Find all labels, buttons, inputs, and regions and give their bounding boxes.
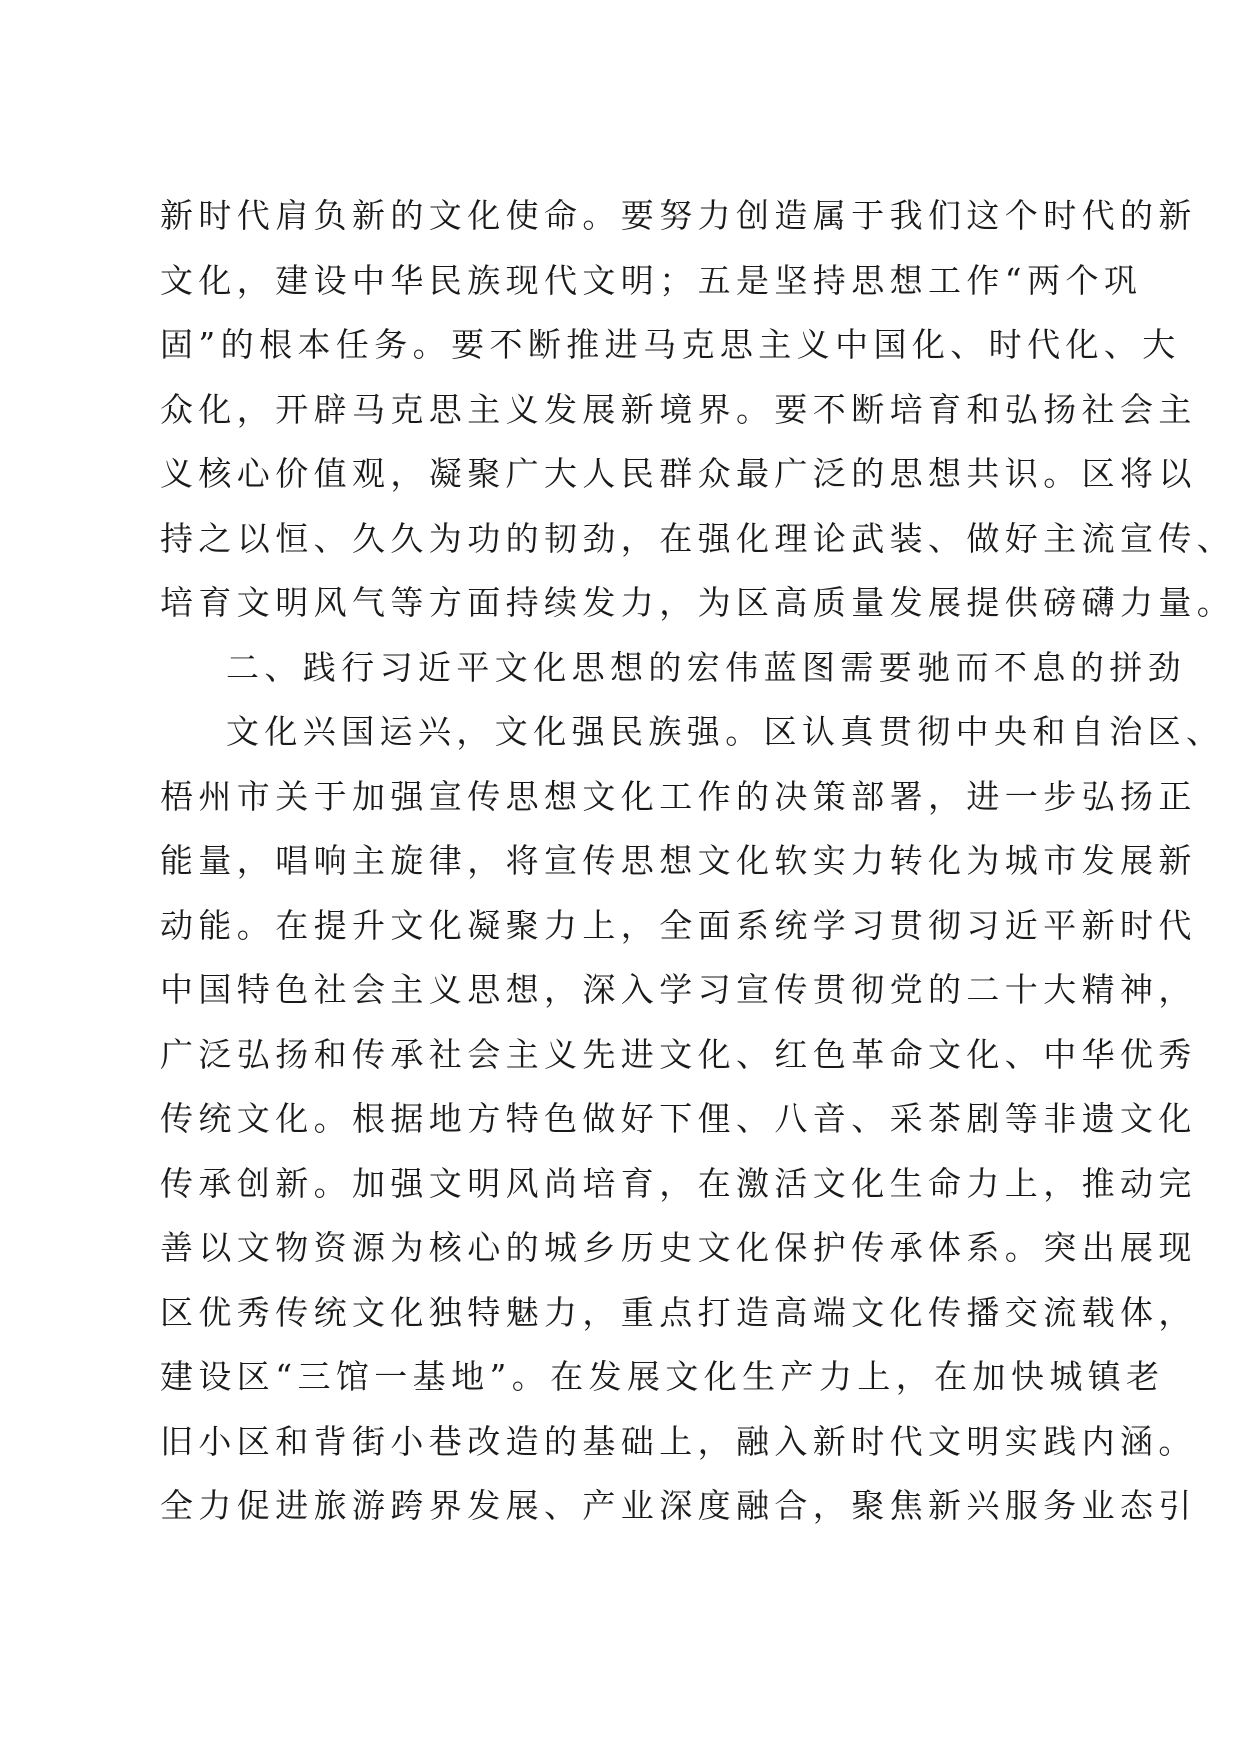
text-line: 旧小区和背街小巷改造的基础上，融入新时代文明实践内涵。: [160, 1421, 1197, 1461]
text-line: 建设区“三馆一基地”。在发展文化生产力上，在加快城镇老: [160, 1357, 1165, 1396]
text-line: 培育文明风气等方面持续发力，为区高质量发展提供磅礴力量。: [160, 583, 1236, 622]
text-line: 文化，建设中华民族现代文明；五是坚持思想工作“两个巩: [160, 260, 1143, 300]
text-line: 义核心价值观，凝聚广大人民群众最广泛的思想共识。区将以: [160, 454, 1197, 493]
text-line: 广泛弘扬和传承社会主义先进文化、红色革命文化、中华优秀: [160, 1034, 1197, 1074]
text-line: 文化兴国运兴，文化强民族强。区认真贯彻中央和自治区、: [226, 712, 1225, 751]
text-line: 持之以恒、久久为功的韧劲，在强化理论武装、做好主流宣传、: [160, 518, 1236, 558]
text-line: 传承创新。加强文明风尚培育，在激活文化生命力上，推动完: [160, 1163, 1197, 1203]
text-line: 传统文化。根据地方特色做好下俚、八音、采茶剧等非遗文化: [160, 1099, 1197, 1138]
text-line: 区优秀传统文化独特魅力，重点打造高端文化传播交流载体，: [160, 1292, 1197, 1332]
text-line: 梧州市关于加强宣传思想文化工作的决策部署，进一步弘扬正: [160, 776, 1197, 816]
text-line: 能量，唱响主旋律，将宣传思想文化软实力转化为城市发展新: [160, 841, 1197, 880]
text-line: 新时代肩负新的文化使命。要努力创造属于我们这个时代的新: [160, 196, 1197, 235]
text-line: 全力促进旅游跨界发展、产业深度融合，聚焦新兴服务业态引: [160, 1486, 1197, 1525]
text-line: 众化，开辟马克思主义发展新境界。要不断培育和弘扬社会主: [160, 389, 1197, 429]
text-line: 善以文物资源为核心的城乡历史文化保护传承体系。突出展现: [160, 1228, 1197, 1267]
text-line: 中国特色社会主义思想，深入学习宣传贯彻党的二十大精神，: [160, 970, 1197, 1009]
body-text: [160, 184, 1236, 1539]
text-line: 固”的根本任务。要不断推进马克思主义中国化、时代化、大: [160, 325, 1181, 364]
section-heading: 二、践行习近平文化思想的宏伟蓝图需要驰而不息的拼劲: [226, 647, 1186, 687]
text-line: 动能。在提升文化凝聚力上，全面系统学习贯彻习近平新时代: [160, 905, 1197, 945]
